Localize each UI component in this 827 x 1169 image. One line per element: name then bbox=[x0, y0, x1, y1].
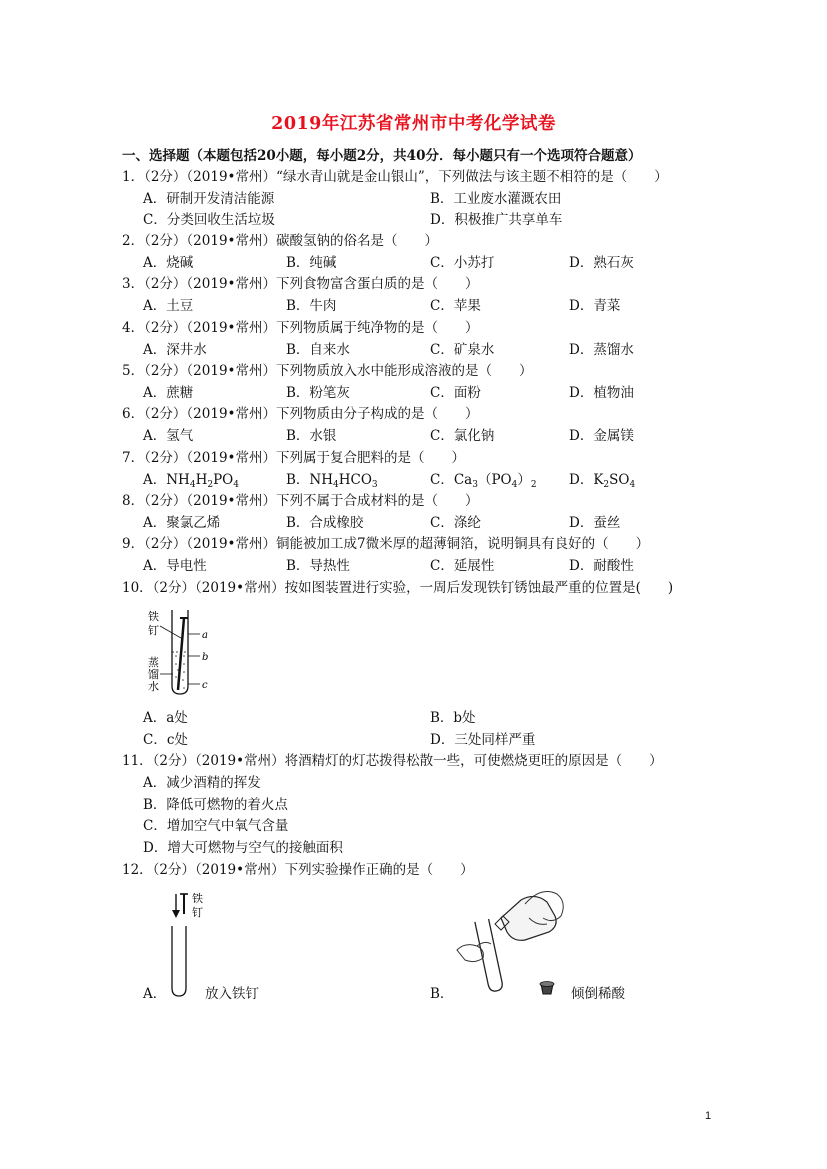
label-nail-2: 钉 bbox=[148, 624, 159, 637]
q4-option-b: B．自来水 bbox=[286, 342, 350, 358]
q3-option-b: B．牛肉 bbox=[286, 298, 337, 314]
q5-option-d: D．植物油 bbox=[569, 385, 634, 401]
test-tube-nail-figure bbox=[140, 604, 230, 698]
tilted-tube bbox=[475, 919, 504, 992]
q8-option-b: B．合成橡胶 bbox=[286, 515, 364, 531]
q2-option-b: B．纯碱 bbox=[286, 255, 337, 271]
q2-option-d: D．熟石灰 bbox=[569, 255, 634, 271]
question-11-stem: 11．（2分）（2019•常州）将酒精灯的灯芯拨得松散一些，可使燃烧更旺的原因是（ ） bbox=[122, 753, 663, 769]
label-water-3: 水 bbox=[148, 680, 159, 693]
q3-option-a: A．土豆 bbox=[143, 298, 194, 314]
question-10-stem: 10．（2分）（2019•常州）按如图装置进行实验，一周后发现铁钉锈蚀最严重的位置是( ) bbox=[122, 580, 674, 596]
q1-option-d: D．积极推广共享单车 bbox=[430, 212, 563, 228]
q4-option-a: A．深井水 bbox=[143, 342, 207, 358]
iron-nail bbox=[178, 618, 184, 690]
pour-acid-figure bbox=[455, 880, 575, 1004]
question-8-stem: 8．（2分）（2019•常州）下列不属于合成材料的是（ ） bbox=[122, 493, 479, 509]
q9-option-a: A．导电性 bbox=[143, 558, 207, 574]
q6-option-b: B．水银 bbox=[286, 428, 337, 444]
q7-option-c: C．$Ca_3(PO_4)_2$ bbox=[430, 472, 537, 490]
q10-option-d: D．三处同样严重 bbox=[430, 732, 536, 748]
q8-option-a: A．聚氯乙烯 bbox=[143, 515, 221, 531]
q12-option-a-text: 放入铁钉 bbox=[205, 986, 259, 1002]
q1-option-c: C．分类回收生活垃圾 bbox=[143, 212, 275, 228]
label-water-2: 馏 bbox=[148, 668, 159, 681]
q7-option-d: D．$K_2SO_4$ bbox=[569, 472, 636, 490]
question-9-stem: 9．（2分）（2019•常州）铜能被加工成7微米厚的超薄铜箔，说明铜具有良好的（ ） bbox=[122, 536, 650, 552]
q2-option-a: A．烧碱 bbox=[143, 255, 194, 271]
q10-option-c: C．c处 bbox=[143, 732, 188, 748]
q11-option-b: B．降低可燃物的着火点 bbox=[143, 797, 288, 813]
question-2-stem: 2．（2分）（2019•常州）碳酸氢钠的俗名是（ ） bbox=[122, 233, 438, 249]
q3-option-c: C．苹果 bbox=[430, 298, 481, 314]
page-number: 1 bbox=[705, 1110, 712, 1122]
q9-option-d: D．耐酸性 bbox=[569, 558, 634, 574]
question-12-stem: 12．（2分）（2019•常州）下列实验操作正确的是（ ） bbox=[122, 862, 474, 878]
q11-option-c: C．增加空气中氧气含量 bbox=[143, 818, 289, 834]
question-6-stem: 6．（2分）（2019•常州）下列物质由分子构成的是（ ） bbox=[122, 406, 479, 422]
label-b: b bbox=[202, 652, 209, 663]
question-3-stem: 3．（2分）（2019•常州）下列食物富含蛋白质的是（ ） bbox=[122, 276, 479, 292]
q9-option-b: B．导热性 bbox=[286, 558, 350, 574]
q6-option-a: A．氢气 bbox=[143, 428, 194, 444]
q4-option-c: C．矿泉水 bbox=[430, 342, 495, 358]
left-hand bbox=[457, 945, 483, 962]
question-4-stem: 4．（2分）（2019•常州）下列物质属于纯净物的是（ ） bbox=[122, 320, 479, 336]
q10-option-b: B．b处 bbox=[430, 710, 476, 726]
q4-option-d: D．蒸馏水 bbox=[569, 342, 634, 358]
q11-option-d: D．增大可燃物与空气的接触面积 bbox=[143, 840, 343, 856]
q10-option-a: A．a处 bbox=[143, 710, 188, 726]
q1-option-a: A．研制开发清洁能源 bbox=[143, 191, 275, 207]
arrow-down-icon bbox=[172, 910, 180, 918]
q3-option-d: D．青菜 bbox=[569, 298, 621, 314]
label-water-1: 蒸 bbox=[148, 656, 159, 669]
label-nail-1: 铁 bbox=[148, 610, 159, 623]
section-heading: 一、选择题（本题包括20小题，每小题2分，共40分．每小题只有一个选项符合题意） bbox=[122, 148, 642, 164]
q6-option-c: C．氯化钠 bbox=[430, 428, 495, 444]
q12-option-a-label: A． bbox=[143, 986, 167, 1002]
question-7-stem: 7．（2分）（2019•常州）下列属于复合肥料的是（ ） bbox=[122, 450, 465, 466]
label-c: c bbox=[202, 680, 208, 691]
q7-option-a: A．$NH_4H_2PO_4$ bbox=[143, 472, 239, 490]
q5-option-c: C．面粉 bbox=[430, 385, 481, 401]
q6-option-d: D．金属镁 bbox=[569, 428, 634, 444]
q7-option-b: B．$NH_4HCO_3$ bbox=[286, 472, 378, 490]
question-1-stem: 1．（2分）（2019•常州）“绿水青山就是金山银山”，下列做法与该主题不相符的是（ ） bbox=[122, 169, 668, 185]
q8-option-d: D．蚕丝 bbox=[569, 515, 621, 531]
tube-drop-nail-figure bbox=[160, 888, 210, 1000]
test-tube-outline bbox=[172, 926, 186, 996]
q12-option-b-text: 倾倒稀酸 bbox=[571, 986, 625, 1002]
reagent-bottle bbox=[501, 896, 556, 940]
q5-option-a: A．蔗糖 bbox=[143, 385, 194, 401]
fig-label-nail-2: 钉 bbox=[192, 906, 203, 919]
page-title: 2019年江苏省常州市中考化学试卷 bbox=[271, 114, 556, 134]
label-a: a bbox=[202, 630, 208, 641]
question-5-stem: 5．（2分）（2019•常州）下列物质放入水中能形成溶液的是（ ） bbox=[122, 363, 533, 379]
q8-option-c: C．涤纶 bbox=[430, 515, 481, 531]
q12-option-b-label: B． bbox=[430, 986, 454, 1002]
q9-option-c: C．延展性 bbox=[430, 558, 495, 574]
q5-option-b: B．粉笔灰 bbox=[286, 385, 350, 401]
q1-option-b: B．工业废水灌溉农田 bbox=[430, 191, 562, 207]
q11-option-a: A．减少酒精的挥发 bbox=[143, 775, 261, 791]
q2-option-c: C．小苏打 bbox=[430, 255, 495, 271]
fig-label-nail-1: 铁 bbox=[192, 892, 203, 905]
